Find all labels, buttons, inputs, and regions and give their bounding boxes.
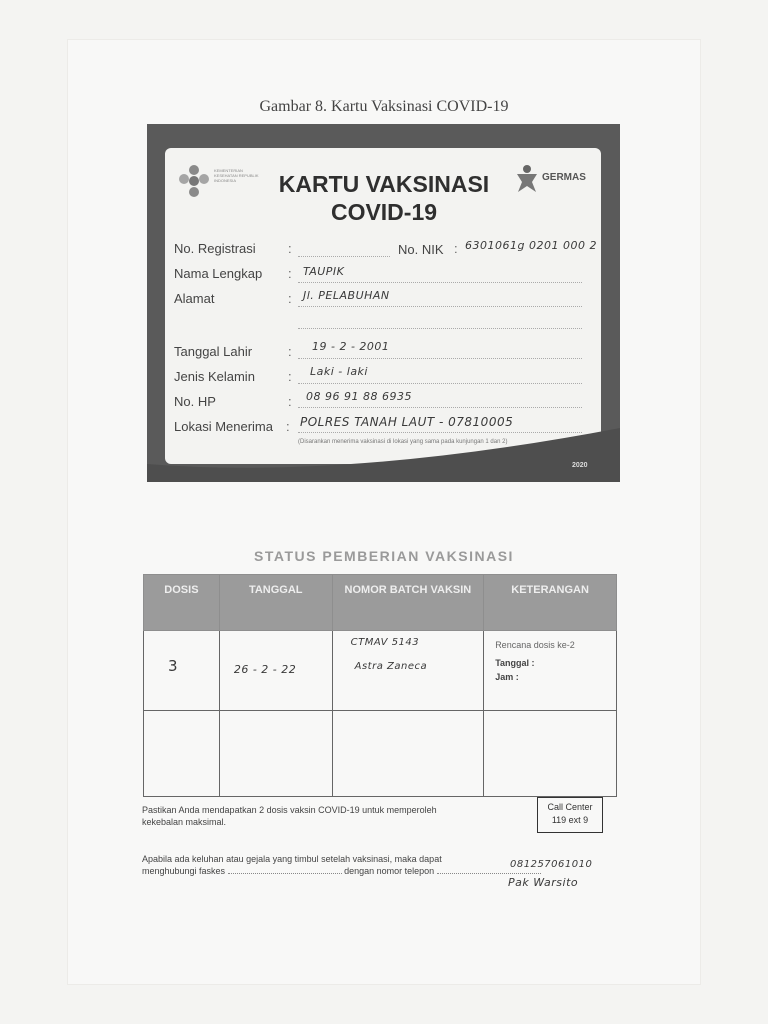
header-tanggal: TANGGAL	[219, 575, 332, 631]
alamat-line	[298, 306, 582, 307]
label-no-registrasi: No. Registrasi	[174, 241, 256, 256]
value-lokasi-menerima: POLRES TANAH LAUT - 07810005	[300, 415, 514, 429]
value-no-hp: 08 96 91 88 6935	[306, 390, 412, 403]
label-jenis-kelamin: Jenis Kelamin	[174, 369, 255, 384]
pastikan-text: Pastikan Anda mendapatkan 2 dosis vaksin COVID-19 untuk memperoleh kekebalan maksimal.	[142, 805, 437, 827]
nama-line	[298, 282, 582, 283]
apabila-text: Apabila ada keluhan atau gejala yang timbul setelah vaksinasi, maka dapat menghubungi faskes dengan nomor telepon	[142, 853, 612, 877]
call-center-label: Call Center	[547, 802, 593, 812]
call-center-number: 119 ext 9	[551, 815, 589, 825]
value-batch-number: CTMAV 5143	[350, 637, 420, 648]
card-year: 2020	[572, 462, 588, 469]
lokasi-line	[298, 432, 582, 433]
call-center-box	[537, 797, 603, 833]
kemenkes-text: KEMENTERIAN KESEHATAN REPUBLIK INDONESIA	[214, 168, 259, 183]
value-tanggal: 26 - 2 - 22	[233, 663, 297, 676]
value-contact-name: Pak Warsito	[508, 876, 579, 889]
colon: :	[288, 291, 292, 306]
colon: :	[288, 241, 292, 256]
cell-keterangan	[484, 631, 617, 711]
label-alamat: Alamat	[174, 291, 215, 306]
value-dosis: 3	[168, 657, 179, 675]
value-phone: 081257061010	[510, 859, 593, 870]
label-no-nik: No. NIK	[398, 242, 444, 257]
value-no-nik: 6301061g 0201 000 2	[465, 239, 597, 252]
registrasi-line	[298, 256, 390, 257]
alamat-line-2	[298, 328, 582, 329]
label-lokasi-menerima: Lokasi Menerima	[174, 419, 273, 434]
cell-tanggal	[219, 631, 332, 711]
status-table	[143, 574, 617, 797]
card-title: KARTU VAKSINASI COVID-19	[278, 171, 490, 225]
colon: :	[454, 241, 458, 256]
table-row	[144, 631, 617, 711]
cell-dosis	[144, 631, 220, 711]
keterangan-text: Rencana dosis ke-2 Tanggal : Jam :	[495, 640, 575, 682]
header-dosis: DOSIS	[144, 575, 220, 631]
header-keterangan: KETERANGAN	[484, 575, 617, 631]
value-nama-lengkap: TAUPIK	[303, 265, 345, 278]
colon: :	[288, 394, 292, 409]
label-tanggal-lahir: Tanggal Lahir	[174, 344, 253, 359]
tanggal-lahir-line	[298, 358, 582, 359]
germas-text: GERMAS	[542, 172, 586, 183]
label-no-hp: No. HP	[174, 394, 216, 409]
kemenkes-logo-icon	[177, 164, 211, 198]
table-row-empty	[144, 711, 617, 797]
cell-batch	[332, 631, 484, 711]
value-vaccine-name: Astra Zaneca	[354, 661, 428, 672]
status-title: STATUS PEMBERIAN VAKSINASI	[254, 548, 514, 564]
value-jenis-kelamin: Laki - laki	[310, 365, 368, 378]
card-note: (Disarankan menerima vaksinasi di lokasi yang sama pada kunjungan 1 dan 2)	[298, 439, 508, 445]
colon: :	[288, 344, 292, 359]
figure-caption: Gambar 8. Kartu Vaksinasi COVID-19	[259, 98, 509, 115]
germas-logo-icon	[514, 164, 540, 194]
value-alamat: Jl. PELABUHAN	[303, 289, 390, 302]
colon: :	[288, 266, 292, 281]
no-hp-line	[298, 407, 582, 408]
table-header-row	[144, 575, 617, 631]
label-nama-lengkap: Nama Lengkap	[174, 266, 263, 281]
colon: :	[288, 369, 292, 384]
colon: :	[286, 419, 290, 434]
header-nomor-batch: NOMOR BATCH VAKSIN	[332, 575, 484, 631]
value-tanggal-lahir: 19 - 2 - 2001	[312, 340, 390, 353]
jenis-kelamin-line	[298, 383, 582, 384]
